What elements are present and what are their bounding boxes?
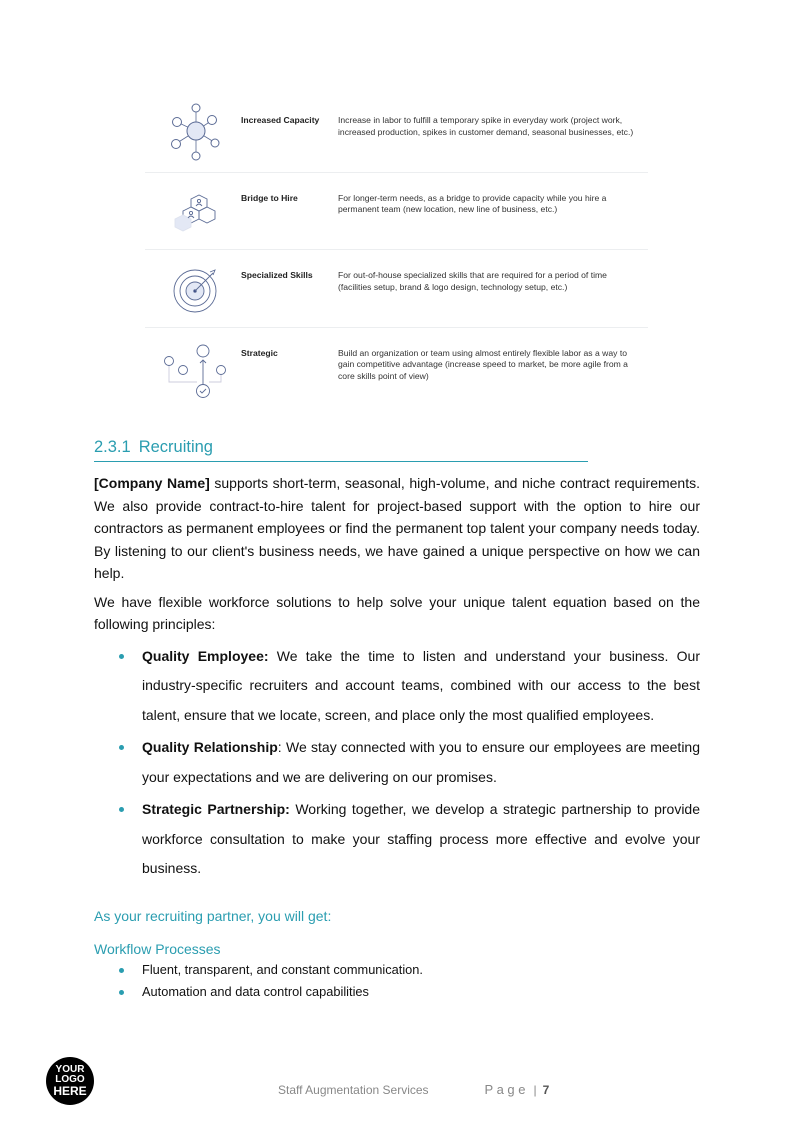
section-number: 2.3.1 — [94, 438, 131, 456]
service-title: Increased Capacity — [241, 115, 320, 125]
company-logo — [46, 1057, 94, 1105]
workflow-list — [94, 959, 700, 1004]
service-description: Increase in labor to fulfill a temporary spike in everyday work (project work, increased production, spikes in customer demand, seasonal businesses, etc.) — [338, 115, 634, 137]
page-separator: | — [533, 1083, 537, 1097]
service-description: For out-of-house specialized skills that are required for a period of time (facilities setup, brand & logo design, technology setup, etc.) — [338, 270, 607, 292]
hexagon-people-icon — [155, 181, 235, 243]
people-hierarchy-icon — [155, 336, 235, 398]
list-item: Fluent, transparent, and constant communication. — [94, 959, 700, 982]
logo-text: HERE — [53, 1084, 87, 1098]
page-number: 7 — [542, 1083, 550, 1097]
service-title: Bridge to Hire — [241, 192, 298, 203]
footer-title: Staff Augmentation Services — [278, 1083, 429, 1097]
intro-text: supports short-term, seasonal, high-volume, and niche contract requirements. We also provide contract-to-hire talent for project-based support with the option to hire our contractors as permanent employees or find the permanent top talent your company needs today. By listening to our client's business needs, we have gained a unique perspective on how we can help. — [94, 475, 700, 581]
principle-title: Quality Relationship — [142, 739, 278, 755]
workflow-heading: Workflow Processes — [94, 940, 221, 957]
logo-text: YOUR — [55, 1064, 85, 1075]
principle-text: We take the time to listen and understand your business. Our industry-specific recruiters and account teams, combined with our access to the best talent, ensure that we locate, screen, and place only the most qualified employees. — [142, 647, 700, 723]
service-title: Strategic — [241, 347, 278, 358]
principles-intro: We have flexible workforce solutions to help solve your unique talent equation based on the following principles: — [94, 593, 700, 632]
page-footer — [278, 1082, 549, 1097]
section-title: Recruiting — [138, 438, 213, 456]
intro-paragraph — [94, 472, 700, 585]
target-dart-icon — [155, 258, 235, 320]
principle-text: Working together, we develop a strategic partnership to provide workforce consultation to make your staffing process more effective and evolve your business. — [142, 801, 701, 876]
table-row — [145, 250, 648, 328]
principle-title: Quality Employee: — [142, 647, 269, 664]
service-types-table — [145, 95, 648, 405]
list-item — [94, 733, 700, 792]
list-item: Automation and data control capabilities — [94, 981, 700, 1004]
principle-title: Strategic Partnership: — [142, 801, 290, 817]
table-row — [145, 173, 648, 251]
service-description: For longer-term needs, as a bridge to provide capacity while you hire a permanent team (new location, new line of business, etc.) — [338, 192, 607, 215]
page-label: P a g e — [484, 1082, 526, 1097]
list-item — [94, 642, 700, 731]
network-nodes-icon — [155, 103, 235, 165]
table-row — [145, 95, 648, 173]
section-body — [94, 472, 700, 1004]
partner-heading: As your recruiting partner, you will get: — [94, 907, 332, 924]
principles-list — [94, 642, 700, 884]
company-name: [Company Name] — [94, 475, 210, 491]
table-row — [145, 328, 648, 406]
list-item — [94, 795, 700, 884]
section-heading — [94, 438, 588, 462]
service-description: Build an organization or team using almost entirely flexible labor as a way to gain competitive advantage (increase speed to market, be more agile from a core skills point of view) — [338, 347, 628, 381]
service-title: Specialized Skills — [241, 270, 313, 280]
logo-text: LOGO — [55, 1074, 85, 1085]
principle-text: : We stay connected with you to ensure our employees are meeting your expectations and we are delivering on our promises. — [142, 739, 700, 785]
